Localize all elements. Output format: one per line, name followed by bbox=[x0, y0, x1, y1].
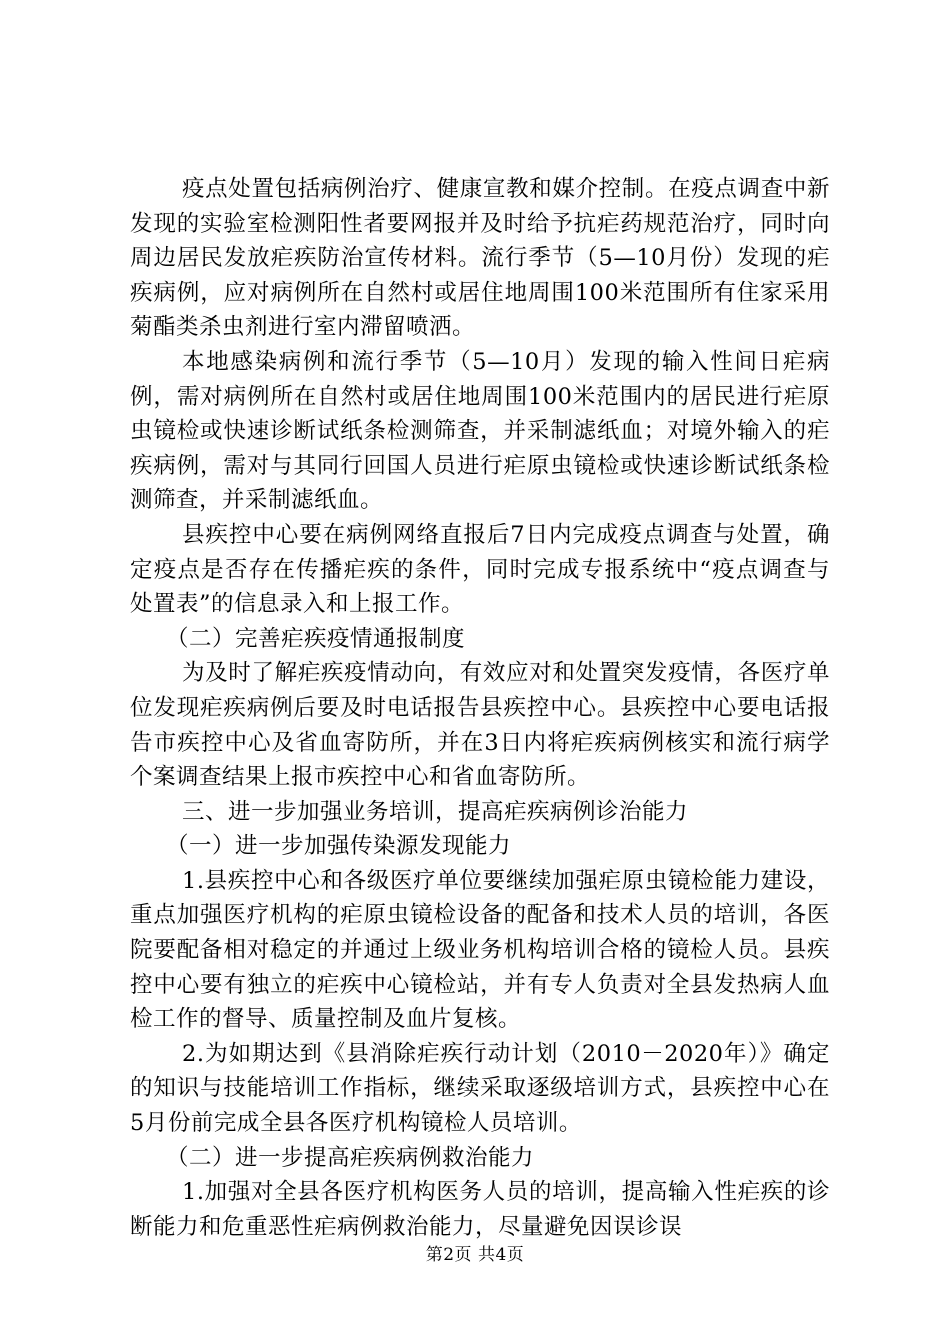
paragraph-medical-staff-training: 1.加强对全县各医疗机构医务人员的培训，提高输入性疟疾的诊断能力和危重恶性疟病例救治能力，尽量避免因误诊误 bbox=[130, 1179, 830, 1240]
section-heading-training: 三、进一步加强业务培训，提高疟疾病例诊治能力 bbox=[182, 798, 689, 825]
paragraph-outbreak-disposal: 疫点处置包括病例治疗、健康宣教和媒介控制。在疫点调查中新发现的实验室检测阳性者要网报并及时给予抗疟药规范治疗，同时向周边居民发放疟疾防治宣传材料。流行季节（5—10月份）发现的疟疾病例，应对病例所在自然村或居住地周围100米范围所有住家采用菊酯类杀虫剂进行室内滞留喷洒。 bbox=[130, 176, 830, 341]
paragraph-screening: 本地感染病例和流行季节（5—10月）发现的输入性间日疟病例，需对病例所在自然村或居住地周围100米范围内的居民进行疟原虫镜检或快速诊断试纸条检测筛查，并采制滤纸血；对境外输入的疟疾病例，需对与其同行回国人员进行疟原虫镜检或快速诊断试纸条检测筛查，并采制滤纸血。 bbox=[130, 348, 830, 514]
subheading-treatment-capacity: （二）进一步提高疟疾病例救治能力 bbox=[166, 1144, 535, 1171]
paragraph-microscopy-capacity: 1.县疾控中心和各级医疗单位要继续加强疟原虫镜检能力建设，重点加强医疗机构的疟原虫镜检设备的配备和技术人员的培训，各医院要配备相对稳定的并通过上级业务机构培训合格的镜检人员。县疾控中心要有独立的疟疾中心镜检站，并有专人负责对全县发热病人血检工作的督导、质量控制及血片复核。 bbox=[130, 867, 830, 1033]
subheading-reporting-system: （二）完善疟疾疫情通报制度 bbox=[166, 625, 466, 652]
document-body bbox=[130, 172, 830, 1244]
paragraph-training-plan: 2.为如期达到《县消除疟疾行动计划（2010－2020年）》确定的知识与技能培训工作指标，继续采取逐级培训方式，县疾控中心在5月份前完成全县各医疗机构镜检人员培训。 bbox=[130, 1040, 830, 1137]
paragraph-cdc-deadline: 县疾控中心要在病例网络直报后7日内完成疫点调查与处置，确定疫点是否存在传播疟疾的条件，同时完成专报系统中“疫点调查与处置表”的信息录入和上报工作。 bbox=[130, 521, 830, 618]
subheading-source-detection: （一）进一步加强传染源发现能力 bbox=[166, 833, 512, 860]
page-number-footer: 第2页 共4页 bbox=[425, 1245, 525, 1265]
paragraph-reporting: 为及时了解疟疾疫情动向，有效应对和处置突发疫情，各医疗单位发现疟疾病例后要及时电话报告县疾控中心。县疾控中心要电话报告市疾控中心及省血寄防所，并在3日内将疟疾病例核实和流行病学个案调查结果上报市疾控中心和省血寄防所。 bbox=[130, 660, 830, 791]
